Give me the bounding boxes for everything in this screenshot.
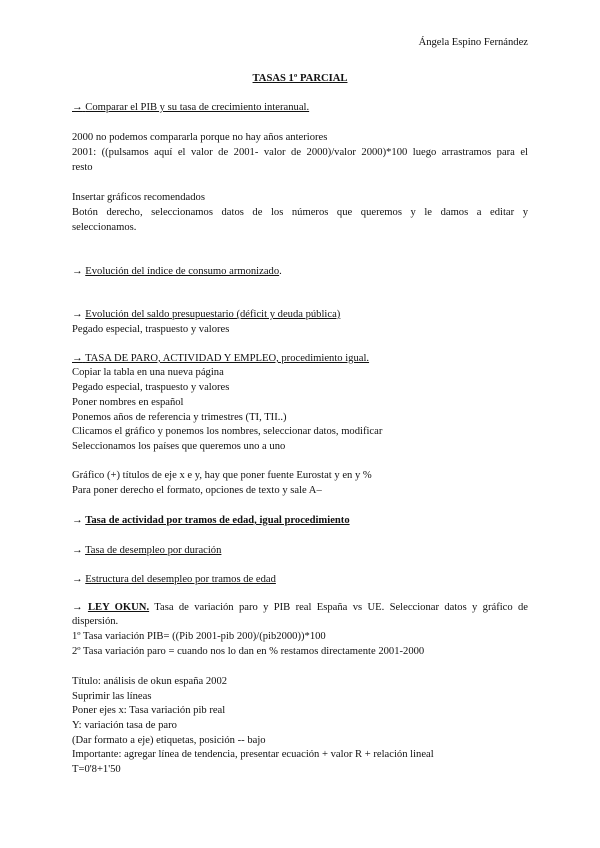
section-heading-actividad [72,514,528,528]
section-heading-saldo [72,308,528,322]
heading-text: LEY OKUN. [87,602,150,613]
section-heading-consumo [72,265,528,279]
paragraph-line: Copiar la tabla en una nueva página [72,367,224,378]
section-heading-tasa-paro [72,352,528,366]
paragraph-line: T=0'8+1'50 [72,764,121,775]
arrow-icon: → [72,545,83,556]
heading-text: TASA DE PARO, ACTIVIDAD Y EMPLEO, procedimiento igual. [85,353,370,364]
paragraph-line: Gráfico (+) títulos de eje x e y, hay que poner fuente Eurostat y en y % [72,470,372,481]
paragraph-line: 2º Tasa variación paro = cuando nos lo dan en % restamos directamente 2001-2000 [72,646,425,657]
paragraph-line: Poner nombres en español [72,397,184,408]
heading-text: Evolución del saldo presupuestario (déficit y deuda pública) [85,309,341,320]
paragraph-line: 1º Tasa variación PIB= ((Pib 2001-pib 200)/(pib2000))*100 [72,631,326,642]
arrow-icon: → [72,602,83,613]
paragraph-line: Clicamos el gráfico y ponemos los nombres, seleccionar datos, modificar [72,426,383,437]
paragraph-line: Poner ejes x: Tasa variación pib real [72,705,226,716]
arrow-icon: → [72,309,83,320]
paragraph-line: seleccionamos. [72,222,137,233]
heading-text: Estructura del desempleo por tramos de edad [85,574,276,585]
paragraph-line: Y: variación tasa de paro [72,720,177,731]
heading-text: Tasa de actividad por tramos de edad, igual procedimiento [85,515,350,526]
section-heading-desempleo [72,544,528,558]
arrow-icon: → [72,102,83,113]
heading-text: Tasa de desempleo por duración [85,545,222,556]
arrow-icon: → [72,353,83,364]
paragraph-line: Pegado especial, traspuesto y valores [72,382,230,393]
page-title: TASAS 1º PARCIAL [252,73,348,84]
paragraph-line: Seleccionamos los países que queremos uno a uno [72,441,286,452]
paragraph-line: Pegado especial, traspuesto y valores [72,324,230,335]
paragraph-line: (Dar formato a eje) etiquetas, posición -- bajo [72,735,266,746]
section-heading-okun [72,601,528,615]
heading-tail: . [279,266,282,277]
paragraph-line: 2000 no podemos compararla porque no hay años anteriores [72,132,328,143]
paragraph-line: Importante: agregar línea de tendencia, presentar ecuación + valor R + relación lineal [72,749,434,760]
author-name: Ángela Espino Fernández [418,37,528,48]
paragraph-line: Para poner derecho el formato, opciones de texto y sale A– [72,485,322,496]
arrow-icon: → [72,515,83,526]
section-heading-pib [72,101,528,115]
paragraph-line: Insertar gráficos recomendados [72,192,205,203]
arrow-icon: → [72,266,83,277]
paragraph-line: Botón derecho, seleccionamos datos de los números que queremos y le damos a editar y [72,207,528,218]
heading-text: Comparar el PIB y su tasa de crecimiento interanual. [85,102,310,113]
heading-rest: Tasa de variación paro y PIB real España vs UE. Seleccionar datos y gráfico de [149,602,529,613]
paragraph-line: 2001: ((pulsamos aquí el valor de 2001- valor de 2000)/valor 2000)*100 luego arrastramos para el [72,147,528,158]
heading-text: Evolución del índice de consumo armonizado [85,266,280,277]
paragraph-line: Ponemos años de referencia y trimestres (TI, TII..) [72,412,287,423]
section-heading-estructura [72,573,528,587]
paragraph-line: Suprimir las líneas [72,691,152,702]
paragraph-line: resto [72,162,93,173]
paragraph-line: Título: análisis de okun españa 2002 [72,676,228,687]
paragraph-line: dispersión. [72,616,119,627]
arrow-icon: → [72,574,83,585]
